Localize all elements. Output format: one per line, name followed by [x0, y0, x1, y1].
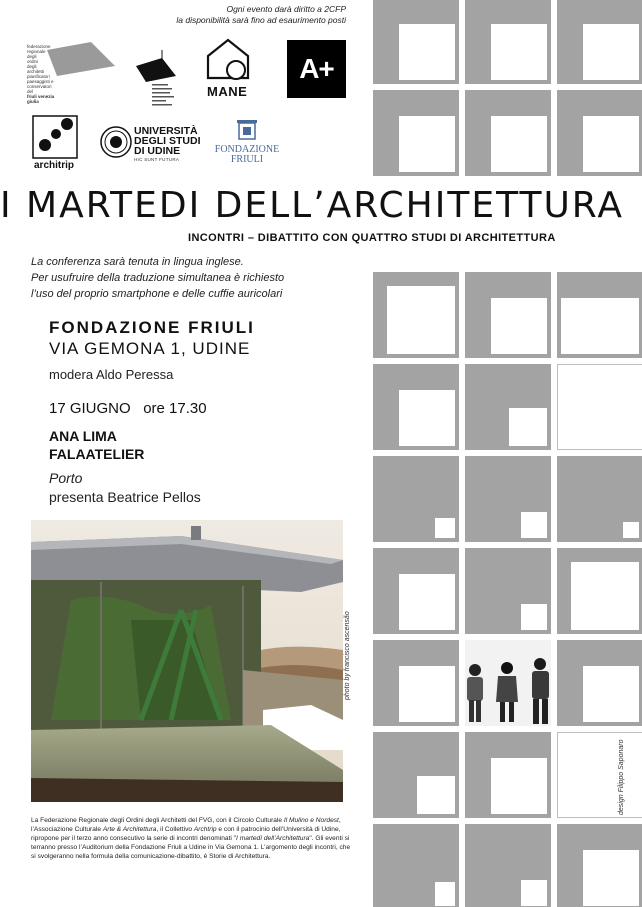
decor-tile	[465, 548, 551, 634]
speakers-photo-illustration	[465, 640, 551, 726]
decor-tile	[557, 732, 642, 818]
intro-text	[31, 254, 371, 302]
universita-motto: HIC SUNT FUTURA	[134, 157, 180, 162]
presenter: presenta Beatrice Pellos	[49, 489, 201, 505]
decor-tile	[373, 0, 459, 84]
fondazione-logo	[208, 120, 288, 170]
intro-line-1: La conferenza sarà tenuta in lingua inglese.	[31, 256, 244, 268]
intro-line-2: Per usufruire della traduzione simultanea è richiesto	[31, 272, 285, 284]
decor-tile	[465, 0, 551, 84]
venue-name: FONDAZIONE FRIULI	[49, 318, 255, 337]
decor-tile	[557, 272, 642, 358]
crest-icon	[237, 120, 257, 142]
federazione-logo-text: federazione regionale degli ordini degli architetti pianificatori paesaggisti e conservatori del friuli venezia giulia	[27, 44, 55, 104]
archi-label: architrip	[34, 160, 75, 171]
aplus-logo: A+	[287, 40, 346, 98]
decor-tile	[465, 456, 551, 542]
decor-tile	[373, 456, 459, 542]
decor-tile	[465, 90, 551, 176]
photo-credit: photo by francisco ascensão	[344, 611, 351, 700]
decor-tile	[557, 548, 642, 634]
speakers-photo	[465, 640, 551, 726]
intro-line-3: l’uso del proprio smartphone e delle cuffie auricolari	[31, 288, 283, 300]
decor-tile	[557, 824, 642, 907]
page-subtitle: INCONTRI – DIBATTITO CON QUATTRO STUDI DI ARCHITETTURA	[188, 232, 556, 244]
decor-tile	[465, 364, 551, 450]
architecture-photo	[31, 520, 343, 802]
decor-tile	[373, 272, 459, 358]
university-seal-icon	[100, 126, 132, 158]
design-credit: design Filippo Saponaro	[618, 739, 625, 815]
speaker-name: ANA LIMA	[49, 428, 117, 444]
decor-tile	[557, 640, 642, 726]
speaker-studio: FALAATELIER	[49, 446, 145, 462]
page-title: I MARTEDI DELL’ARCHITETTURA	[0, 185, 624, 226]
decor-tile	[557, 456, 642, 542]
universita-logo	[100, 126, 210, 166]
house-circle-icon	[205, 38, 251, 82]
notice-line-2: la disponibilità sarà fino ad esaurimento posti	[176, 15, 346, 25]
decor-tile	[373, 548, 459, 634]
event-date: 17 GIUGNO ore 17.30	[49, 400, 207, 417]
decor-tile	[557, 90, 642, 176]
decor-tile	[373, 824, 459, 907]
decor-tile	[465, 824, 551, 907]
speaker-city: Porto	[49, 470, 83, 486]
notice	[150, 4, 346, 26]
venue-address: VIA GEMONA 1, UDINE	[49, 339, 251, 358]
notice-line-1: Ogni evento darà diritto a 2CFP	[226, 4, 346, 14]
fondazione-name: FONDAZIONE FRIULI	[214, 144, 280, 165]
decor-tile	[373, 364, 459, 450]
decor-tile	[557, 364, 642, 450]
dice-icon	[32, 115, 78, 159]
speaker	[49, 427, 144, 463]
architecture-photo-illustration	[31, 520, 343, 802]
circolo-logo	[132, 50, 182, 110]
decor-tile	[465, 732, 551, 818]
decor-tile	[373, 640, 459, 726]
universita-name: UNIVERSITÀ DEGLI STUDI DI UDINE	[134, 125, 201, 157]
circolo-logo-text-lines	[152, 84, 192, 108]
archi-logo	[32, 115, 82, 171]
decor-tile	[373, 90, 459, 176]
description-paragraph: La Federazione Regionale degli Ordini degli Architetti del FVG, con il Circolo Culturale Il Mulino e Nordest, l’Associazione Culturale Arte & Architettura, il Collettivo Archtrip e con il patrocinio dell’Università di Udine, ripropone per il terzo anno consecutivo la serie di incontri denominati "I martedì dell’Architettura". Gli eventi si terranno presso l’Auditorium della Fondazione Friuli a Udine in Via Gemona 1. L’argomento degli incontri, che si svolgeranno nella formula della comunicazione-dibattito, è Storie di Architettura.	[31, 817, 351, 860]
decor-tile	[373, 732, 459, 818]
decor-tile	[465, 272, 551, 358]
mane-label: MANE	[207, 84, 248, 99]
mane-logo	[205, 38, 255, 100]
moderator: modera Aldo Peressa	[49, 367, 174, 382]
federazione-logo	[27, 40, 117, 104]
decor-tile	[557, 0, 642, 84]
